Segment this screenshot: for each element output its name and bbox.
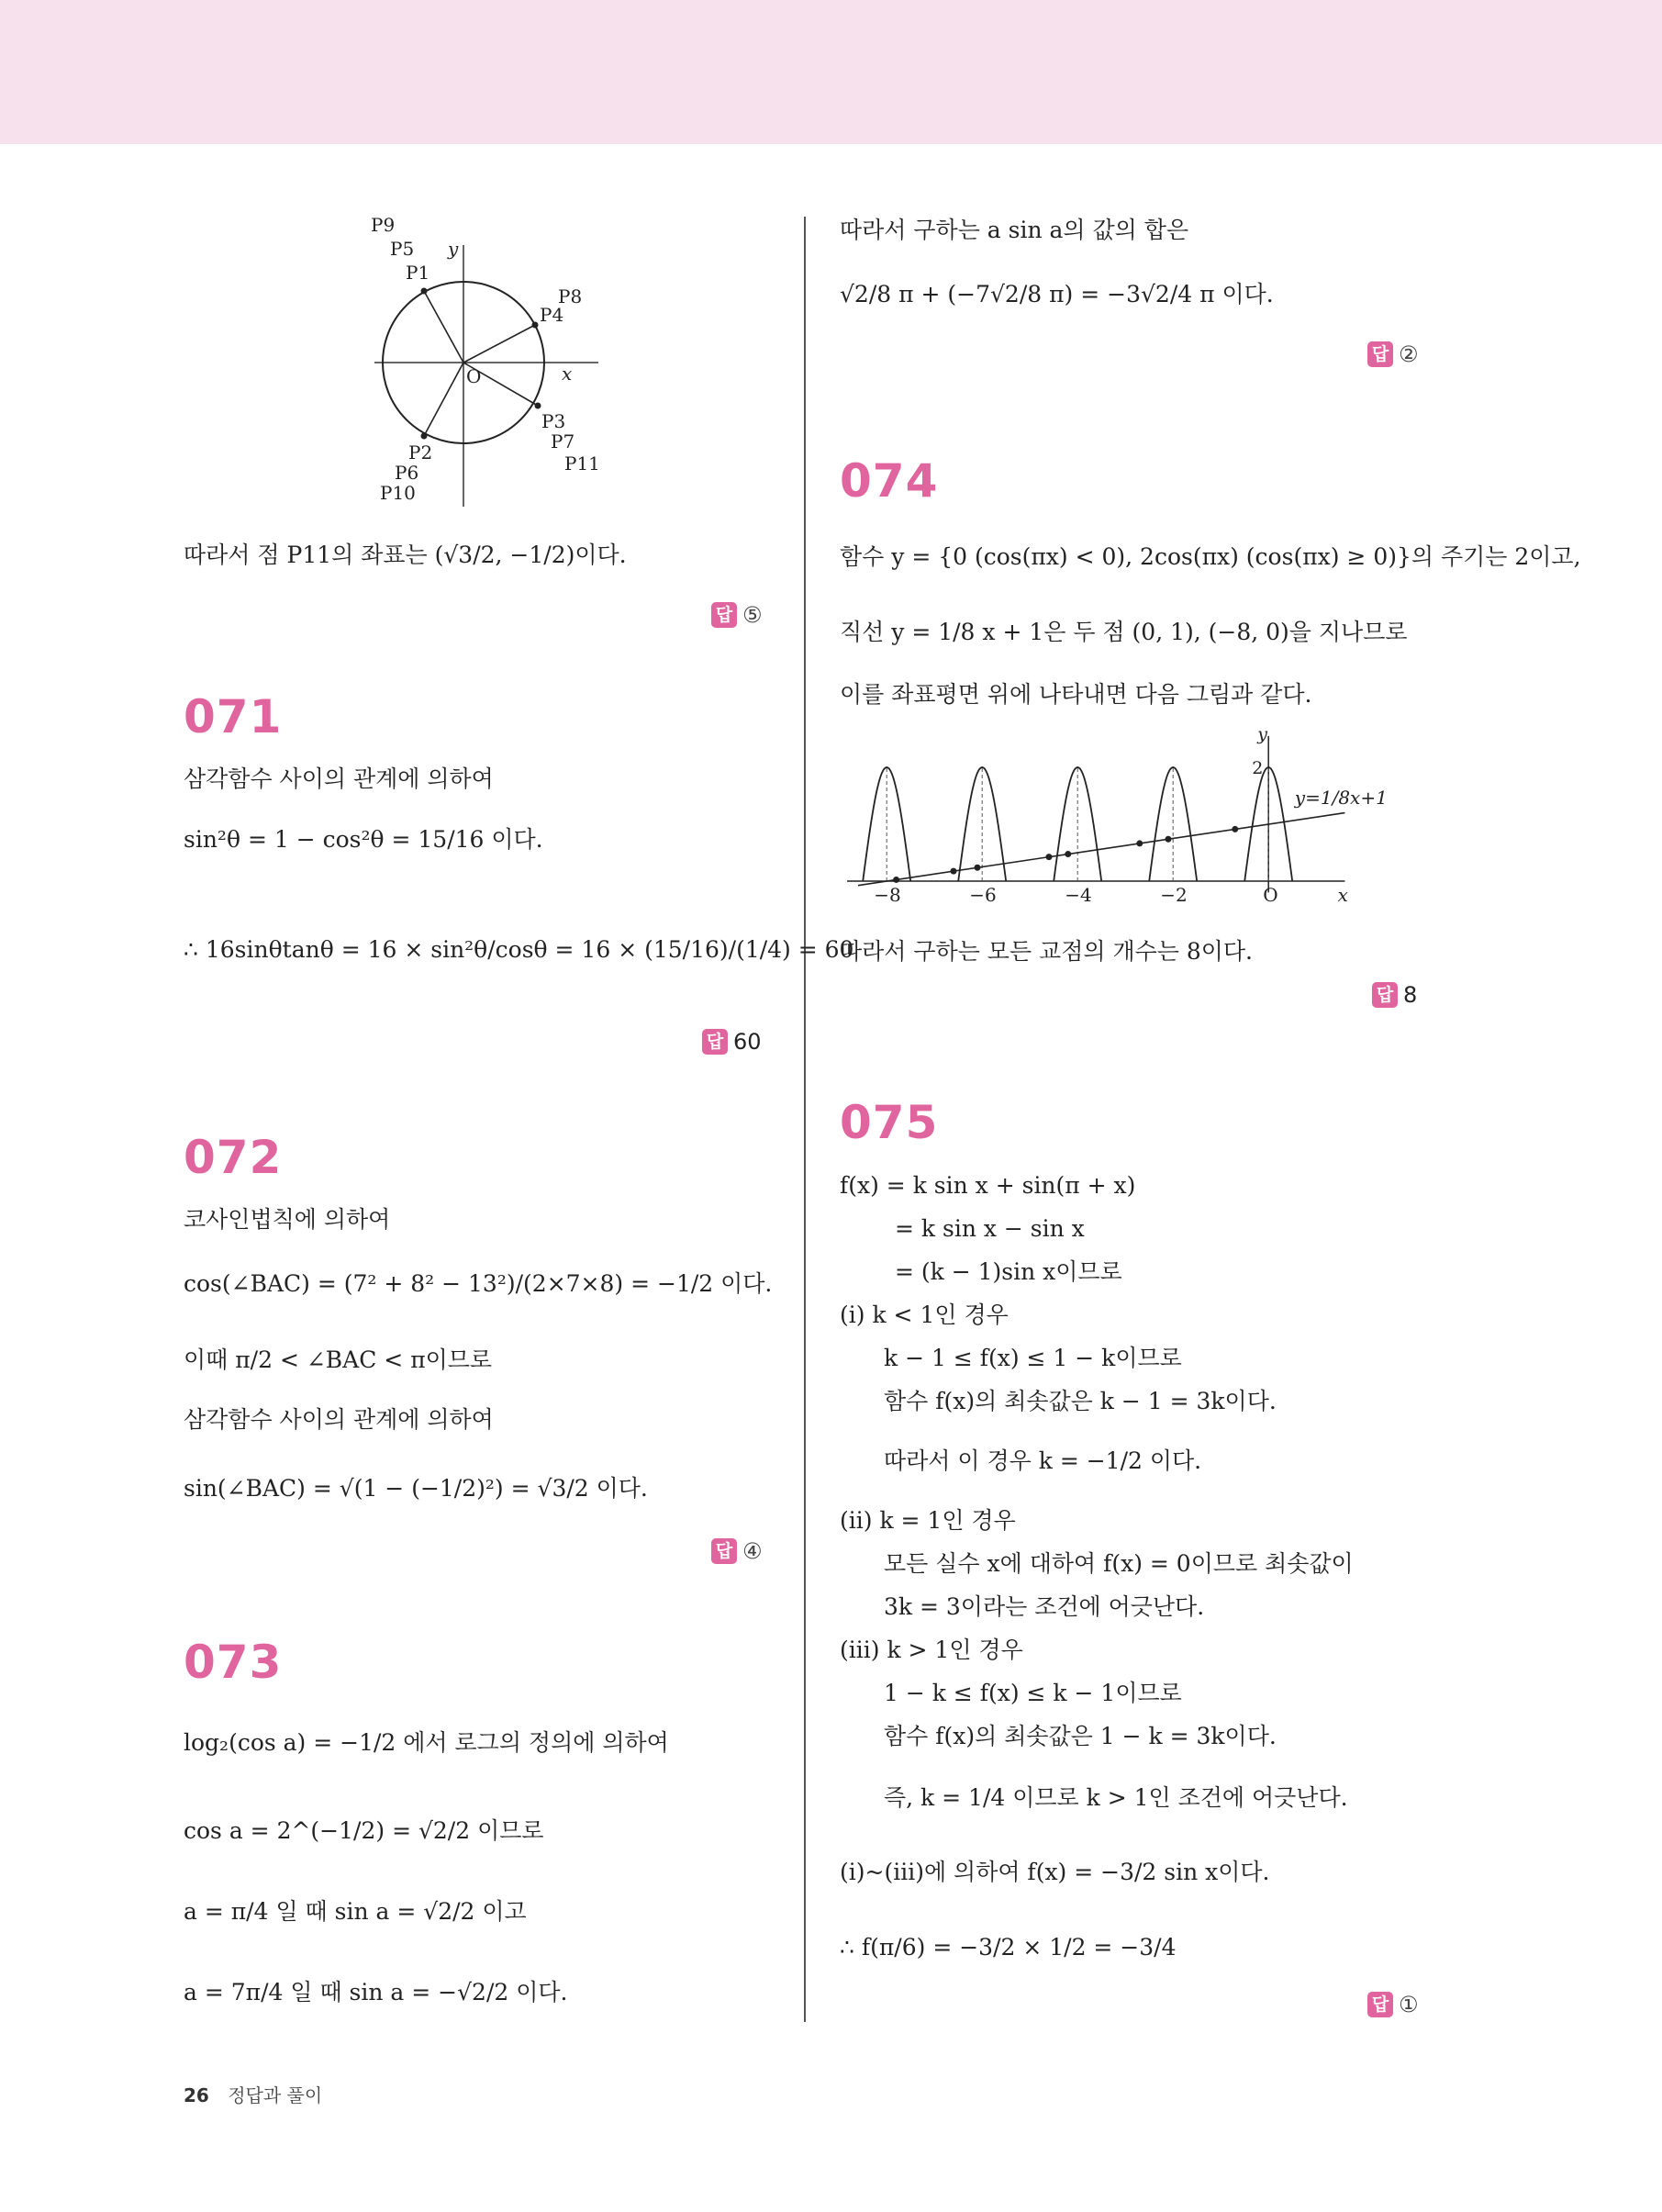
answer-value: ④ xyxy=(742,1538,763,1564)
p074-line-3: 이를 좌표평면 위에 나타내면 다음 그림과 같다. xyxy=(840,681,1312,708)
p075-line-9: 모든 실수 x에 대하여 f(x) = 0이므로 최솟값이 xyxy=(884,1550,1354,1577)
x-tick-label: −8 xyxy=(874,884,901,906)
p074-line-4: 따라서 구하는 모든 교점의 개수는 8이다. xyxy=(840,938,1253,965)
footer-label: 정답과 풀이 xyxy=(228,2084,323,2106)
p073-line-1: log₂(cos a) = −1/2 에서 로그의 정의에 의하여 xyxy=(184,1729,669,1756)
p075-line-8: (ii) k = 1인 경우 xyxy=(840,1507,1016,1534)
label-o: O xyxy=(466,365,482,387)
label-p4: P4 xyxy=(540,304,564,326)
x-tick-label: −6 xyxy=(969,884,997,906)
p074-line-1: 함수 y = {0 (cos(πx) < 0), 2cos(πx) (cos(πx) ≥ 0)}의 주기는 2이고, xyxy=(840,543,1581,570)
periodic-graph-figure xyxy=(840,725,1427,913)
p075-line-16: ∴ f(π/6) = −3/2 × 1/2 = −3/4 xyxy=(840,1934,1177,1961)
problem-number-071: 071 xyxy=(184,690,283,743)
p075-line-14: 즉, k = 1/4 이므로 k > 1인 조건에 어긋난다. xyxy=(884,1784,1348,1811)
label-p5: P5 xyxy=(390,238,415,260)
p075-line-15: (i)~(iii)에 의하여 f(x) = −3/2 sin x이다. xyxy=(840,1859,1270,1885)
p071-line-3: ∴ 16sinθtanθ = 16 × sin²θ/cosθ = 16 × (15/16)/(1/4) = 60 xyxy=(184,936,854,963)
label-p10: P10 xyxy=(380,482,416,504)
line-y-eq xyxy=(858,813,1344,886)
intersection-point xyxy=(893,877,899,883)
label-y: y xyxy=(448,238,459,260)
label-p3: P3 xyxy=(541,410,566,432)
answer-value: ⑤ xyxy=(742,602,763,628)
p075-line-6: 함수 f(x)의 최솟값은 k − 1 = 3k이다. xyxy=(884,1388,1277,1414)
label-p8: P8 xyxy=(558,285,583,307)
answer-value: 60 xyxy=(733,1029,762,1055)
label-p11: P11 xyxy=(564,452,600,475)
y-axis-label: y xyxy=(1257,725,1267,744)
label-p2: P2 xyxy=(408,441,433,464)
p075-line-11: (iii) k > 1인 경우 xyxy=(840,1637,1023,1663)
label-p1: P1 xyxy=(406,262,430,284)
answer-value: 8 xyxy=(1403,982,1418,1008)
p071-line-2: sin²θ = 1 − cos²θ = 15/16 이다. xyxy=(184,826,543,853)
answer-074 xyxy=(1372,982,1417,1008)
x-tick-label: O xyxy=(1263,884,1278,906)
p075-line-5: k − 1 ≤ f(x) ≤ 1 − k이므로 xyxy=(884,1345,1182,1371)
answer-badge: 답 xyxy=(1372,982,1398,1008)
intersection-point xyxy=(951,868,957,875)
problem-number-075: 075 xyxy=(840,1096,939,1149)
intro-line: 따라서 점 P11의 좌표는 (√3/2, −1/2)이다. xyxy=(184,542,627,568)
p072-line-2: cos(∠BAC) = (7² + 8² − 13²)/(2×7×8) = −1/2 이다. xyxy=(184,1270,773,1297)
answer-075 xyxy=(1367,1992,1419,2017)
p073-line-3: a = π/4 일 때 sin a = √2/2 이고 xyxy=(184,1898,527,1925)
p075-line-3: = (k − 1)sin x이므로 xyxy=(895,1258,1122,1285)
intersection-point xyxy=(1232,826,1238,832)
answer-badge: 답 xyxy=(702,1029,728,1055)
x-tick-label: −4 xyxy=(1065,884,1092,906)
intersection-point xyxy=(1166,836,1172,843)
p075-line-10: 3k = 3이라는 조건에 어긋난다. xyxy=(884,1593,1205,1620)
p075-line-7: 따라서 이 경우 k = −1/2 이다. xyxy=(884,1447,1202,1474)
p075-line-12: 1 − k ≤ f(x) ≤ k − 1이므로 xyxy=(884,1680,1182,1706)
y-tick-label: 2 xyxy=(1252,758,1264,778)
label-p9: P9 xyxy=(371,214,396,236)
label-p7: P7 xyxy=(551,430,575,452)
p072-line-1: 코사인법칙에 의하여 xyxy=(184,1206,391,1233)
answer-value: ② xyxy=(1399,341,1419,367)
problem-number-072: 072 xyxy=(184,1131,283,1184)
p075-line-2: = k sin x − sin x xyxy=(895,1215,1085,1242)
cont-line-2: √2/8 π + (−7√2/8 π) = −3√2/4 π 이다. xyxy=(840,281,1274,307)
p071-line-1: 삼각함수 사이의 관계에 의하여 xyxy=(184,765,494,792)
p072-line-3: 이때 π/2 < ∠BAC < π이므로 xyxy=(184,1346,493,1373)
line-label: y=1/8x+1 xyxy=(1294,787,1388,809)
intersection-point xyxy=(1136,840,1143,846)
top-band xyxy=(0,0,1662,144)
p073-line-4: a = 7π/4 일 때 sin a = −√2/2 이다. xyxy=(184,1979,568,2005)
problem-number-073: 073 xyxy=(184,1636,283,1689)
p072-line-4: 삼각함수 사이의 관계에 의하여 xyxy=(184,1406,494,1433)
x-axis-label: x xyxy=(1337,884,1348,906)
label-p6: P6 xyxy=(395,462,419,484)
answer-intro xyxy=(711,602,763,628)
answer-073 xyxy=(1367,341,1419,367)
intersection-point xyxy=(975,865,981,871)
answer-badge: 답 xyxy=(1367,341,1393,367)
problem-number-074: 074 xyxy=(840,454,939,508)
x-tick-label: −2 xyxy=(1160,884,1188,906)
answer-072 xyxy=(711,1538,763,1564)
answer-071 xyxy=(702,1029,762,1055)
intersection-point xyxy=(1046,854,1053,860)
page-number: 26 xyxy=(184,2084,209,2106)
p075-line-13: 함수 f(x)의 최솟값은 1 − k = 3k이다. xyxy=(884,1723,1277,1749)
p075-line-1: f(x) = k sin x + sin(π + x) xyxy=(840,1172,1136,1199)
answer-value: ① xyxy=(1399,1992,1419,2017)
p075-line-4: (i) k < 1인 경우 xyxy=(840,1302,1009,1328)
answer-badge: 답 xyxy=(1367,1992,1393,2017)
p073-line-2: cos a = 2^(−1/2) = √2/2 이므로 xyxy=(184,1817,544,1844)
column-divider xyxy=(804,217,806,2022)
page-footer xyxy=(184,2081,322,2107)
cont-line-1: 따라서 구하는 a sin a의 값의 합은 xyxy=(840,217,1189,243)
p074-line-2: 직선 y = 1/8 x + 1은 두 점 (0, 1), (−8, 0)을 지나므로 xyxy=(840,619,1408,645)
answer-badge: 답 xyxy=(711,1538,737,1564)
unit-circle-figure xyxy=(358,213,615,507)
intersection-point xyxy=(1065,851,1071,857)
p072-line-5: sin(∠BAC) = √(1 − (−1/2)²) = √3/2 이다. xyxy=(184,1475,648,1502)
label-x: x xyxy=(562,363,573,385)
answer-badge: 답 xyxy=(711,602,737,628)
